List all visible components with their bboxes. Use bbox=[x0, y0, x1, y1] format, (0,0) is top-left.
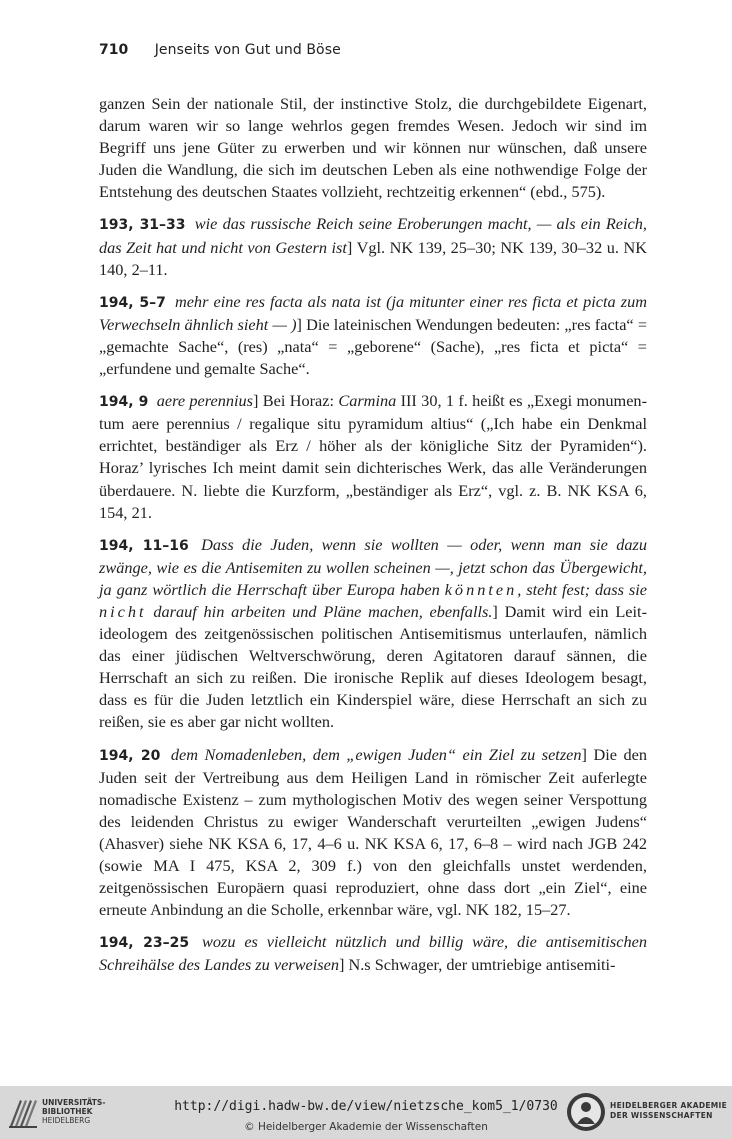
page-number: 710 bbox=[99, 42, 129, 58]
commentary-entry bbox=[99, 390, 647, 524]
lemma-text: wozu es vielleicht nützlich und billig wäre, die antisemitischen Schreihälse des Landes zu verweisen bbox=[99, 932, 647, 975]
lemma-text: Dass die Juden, wenn sie wollten — oder, wenn man sie dazu zwänge, wie es die Antisemiten zu wollen scheinen —, jetzt schon das Übergewicht, ja ganz wörtlich die Herrschaft über Europa haben bbox=[99, 534, 647, 599]
line-reference: 193, 31–33 bbox=[99, 217, 186, 234]
lemma-text: dem Nomadenleben, dem „ewigen Juden“ ein Ziel zu setzen bbox=[164, 744, 582, 764]
line-reference: 194, 23–25 bbox=[99, 935, 190, 952]
spaced-emphasis: könnten bbox=[444, 579, 518, 599]
line-reference: 194, 5–7 bbox=[99, 294, 166, 311]
commentary-body bbox=[99, 93, 647, 986]
commentary-text: ] Die lateinischen Wendungen bedeuten: „res facta“ = „gemachte Sache“, (res) „nata“ = „geborene“ (Sache), „res ficta et picta“ = „erfundene und gemalte Sache“. bbox=[99, 314, 647, 379]
academy-name bbox=[610, 1101, 727, 1121]
line-reference: 194, 9 bbox=[99, 394, 149, 411]
commentary-text: ] N.s Schwager, der umtriebige antisemiti- bbox=[338, 955, 616, 975]
lemma-text: , steht fest; dass sie bbox=[517, 579, 647, 599]
academy-seal-icon bbox=[566, 1092, 606, 1132]
line-reference: 194, 20 bbox=[99, 747, 161, 764]
commentary-text: ] Die den Juden seit der Vertreibung aus dem Heiligen Land in römischer Zeit auferlegte nomadische Existenz – zum mythologischen Motiv des wegen seiner Verspottung des leidenden Christus zu ewiger Wanderschaft verurteilten „ewigen Judens“ (Ahasver) siehe NK KSA 6, 17, 4–6 u. NK KSA 6, 17, 6–8 – wird nach JGB 242 (sowie MA I 475, KSA 2, 309 f.) von den gleichfalls unstet werdenden, zeitgenössischen Europäern quasi reproduziert, ohne dass dort „ein Ziel“, eine erneute Anbindung an die Scholle, erkennbar wäre, vgl. NK 182, 15–27. bbox=[99, 744, 647, 920]
commentary-entry bbox=[99, 744, 647, 922]
lemma-text: wie das russische Reich seine Eroberungen macht, — als ein Reich, das Zeit hat und nicht von Gestern ist bbox=[99, 214, 647, 257]
footer-bar bbox=[0, 1086, 732, 1139]
commentary-entry bbox=[99, 931, 647, 976]
source-url-link[interactable]: http://digi.hadw-bw.de/view/nietzsche_kom5_1/0730 bbox=[174, 1099, 558, 1114]
running-title: Jenseits von Gut und Böse bbox=[154, 42, 341, 58]
lemma-text: aere perennius bbox=[152, 391, 254, 411]
commentary-text: ] Damit wird ein Leitideologem des zeitgenössischen politischen Antisemitismus unterlaufen, nämlich das einer jüdischen Weltverschwörung, deren Agitatoren darauf sännen, die Herrschaft an sich zu reißen. Die ironische Replik auf dieses Ideologem besagt, dass es für die Juden letztlich ein Kinderspiel wäre, diese Herrschaft an sich zu reißen, sie es aber gar nicht wollten. bbox=[99, 601, 647, 732]
lemma-text: mehr eine res facta als nata ist (ja mitunter einer res ficta et picta zum Verwechseln ähnlich sieht — ) bbox=[99, 291, 647, 334]
library-name-line: BIBLIOTHEK bbox=[42, 1107, 93, 1116]
commentary-text: ganzen Sein der nationale Stil, der instinctive Stolz, die durchgebildete Eigenart, darum waren wir so lange wehrlos gegen fremdes Wesen. Jedoch wir sind im Begriff uns jene Güter zu erwerben und wir können nur wünschen, daß unsere Juden die Wandlung, die sich im deutschen Leben als eine nothwendige Folge der Entstehung des deutschen Staates vollzieht, rechtzeitig erkennen“ (ebd., 575). bbox=[99, 94, 647, 202]
academy-name-line: HEIDELBERGER AKADEMIE bbox=[610, 1101, 728, 1110]
library-name-line: HEIDELBERG bbox=[42, 1116, 91, 1125]
commentary-entry bbox=[99, 534, 647, 734]
copyright-notice: © Heidelberger Akademie der Wissenschaften bbox=[244, 1121, 488, 1133]
page-header bbox=[99, 42, 652, 58]
academy-name-line: DER WISSENSCHAFTEN bbox=[610, 1111, 713, 1120]
lemma-text: darauf hin arbeiten und Pläne machen, ebenfalls. bbox=[146, 601, 493, 621]
library-name-line: UNIVERSITÄTS- bbox=[42, 1098, 106, 1107]
commentary-text: ] Bei Horaz: bbox=[253, 391, 339, 411]
spaced-emphasis: nicht bbox=[99, 601, 147, 621]
commentary-text: III 30, 1 f. heißt es „Exegi monumentum aere perennius / regalique situ pyramidum altius“ („Ich habe ein Denkmal errichtet, beständiger als Erz / höher als der königliche Sitz der Pyramiden“). Horaz’ lyrisches Ich meint damit sein dichterisches Werk, das alle Veränderungen überdauere. N. liebte die Kurzform, „beständiger als Erz“, vgl. z. B. NK KSA 6, 154, 21. bbox=[99, 391, 647, 522]
commentary-entry bbox=[99, 213, 647, 280]
continued-paragraph bbox=[99, 93, 647, 203]
commentary-text: ] Vgl. NK 139, 25–30; NK 139, 30–32 u. NK 140, 2–11. bbox=[99, 237, 647, 279]
commentary-entry bbox=[99, 291, 647, 380]
line-reference: 194, 11–16 bbox=[99, 537, 189, 554]
lemma-text: Carmina bbox=[338, 391, 397, 411]
